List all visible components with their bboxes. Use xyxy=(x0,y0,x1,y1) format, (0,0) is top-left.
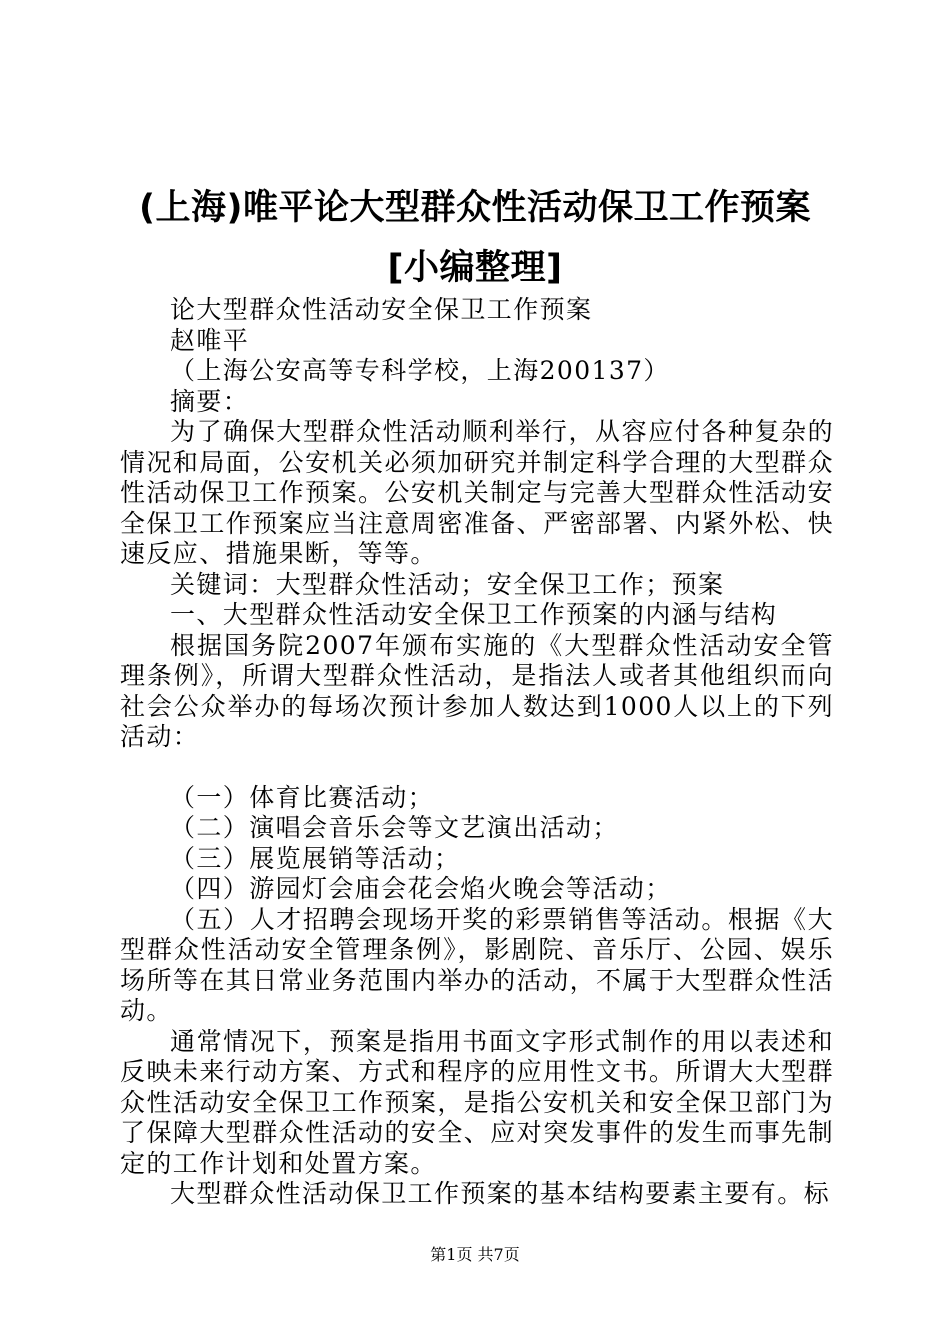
paragraph: 根据国务院2007年颁布实施的《大型群众性活动安全管理条例》，所谓大型群众性活动，是指法人或者其他组织而向社会公众举办的每场次预计参加人数达到1000人以上的下列活动： xyxy=(120,630,834,751)
article-title: 论大型群众性活动安全保卫工作预案 xyxy=(170,295,593,324)
abstract-heading: 摘要： xyxy=(170,386,250,416)
keywords: 关键词：大型群众性活动；安全保卫工作；预案 xyxy=(170,569,725,599)
section-heading: 一、大型群众性活动安全保卫工作预案的内涵与结构 xyxy=(170,600,778,629)
document-title-line1: (上海)唯平论大型群众性活动保卫工作预案 xyxy=(139,188,811,228)
page-footer: 第1页 共7页 xyxy=(430,1245,520,1264)
list-item: （二）演唱会音乐会等文艺演出活动； xyxy=(170,813,619,842)
list-item: （一）体育比赛活动； xyxy=(170,782,435,812)
list-item: （四）游园灯会庙会花会焰火晚会等活动； xyxy=(170,874,672,903)
paragraph: 大型群众性活动保卫工作预案的基本结构要素主要有。标 xyxy=(170,1179,831,1208)
affiliation: （上海公安高等专科学校，上海200137） xyxy=(170,356,670,385)
author: 赵唯平 xyxy=(170,325,250,355)
document-title-line2: [小编整理] xyxy=(387,248,563,288)
list-item: （五）人才招聘会现场开奖的彩票销售等活动。根据《大型群众性活动安全管理条例》，影剧院、音乐厅、公园、娱乐场所等在其日常业务范围内举办的活动，不属于大型群众性活动。 xyxy=(120,904,834,1025)
list-item: （三）展览展销等活动； xyxy=(170,843,461,873)
abstract-text: 为了确保大型群众性活动顺利举行，从容应付各种复杂的情况和局面，公安机关必须加研究并制定科学合理的大型群众性活动保卫工作预案。公安机关制定与完善大型群众性活动安全保卫工作预案应当注意周密准备、严密部署、内紧外松、快速反应、措施果断，等等。 xyxy=(120,417,834,568)
document-body xyxy=(120,295,834,1210)
paragraph: 通常情况下，预案是指用书面文字形式制作的用以表述和反映未来行动方案、方式和程序的应用性文书。所谓大大型群众性活动安全保卫工作预案，是指公安机关和安全保卫部门为了保障大型群众性活动的安全、应对突发事件的发生而事先制定的工作计划和处置方案。 xyxy=(120,1026,834,1178)
